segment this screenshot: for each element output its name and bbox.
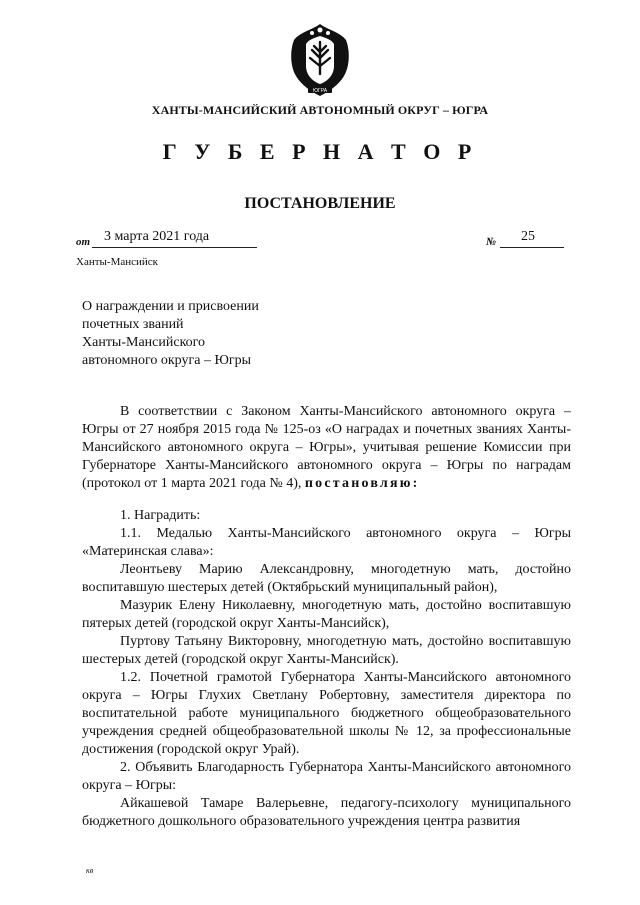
- number-label: №: [486, 236, 497, 248]
- date-underline: [92, 247, 257, 248]
- city-name: Ханты-Мансийск: [76, 256, 159, 268]
- resolve-word: постановляю:: [304, 476, 420, 491]
- body-paragraph: 1. Наградить:: [120, 508, 201, 523]
- body-paragraph: Айкашевой Тамаре Валерьевне, педагогу-психологу муниципального бюджетного дошкольного образовательного учреждения центра развития: [82, 796, 571, 829]
- preamble-paragraph: [82, 403, 571, 493]
- subject-line: О награждении и присвоении: [82, 299, 259, 314]
- emblem-ribbon-text: ЮГРА: [312, 88, 328, 94]
- subject-line: почетных званий: [82, 317, 184, 332]
- decree-body: [82, 403, 571, 831]
- decree-number: 25: [521, 229, 535, 244]
- footer-mark: кв: [86, 866, 94, 875]
- subject-line: Ханты-Мансийского: [82, 335, 206, 350]
- decree-subject: [82, 298, 259, 370]
- document-title: Г У Б Е Р Н А Т О Р: [162, 139, 478, 164]
- date-label: от: [76, 236, 91, 248]
- coat-of-arms-emblem: [288, 22, 352, 98]
- body-paragraph: 1.2. Почетной грамотой Губернатора Ханты-Мансийского автономного округа – Югры Глухих Светлану Робертовну, заместителя директора по воспитательной работе муниципального бюджетного общеобразовательного учреждения средней общеобразовательной школы № 12, за профессиональные достижения (городской округ Урай).: [82, 670, 571, 757]
- date-number-row: [76, 229, 576, 251]
- document-type: ПОСТАНОВЛЕНИЕ: [244, 195, 396, 212]
- number-underline: [500, 247, 564, 248]
- body-paragraph: Леонтьеву Марию Александровну, многодетную мать, достойно воспитавшую шестерых детей (Октябрьский муниципальный район),: [82, 562, 571, 595]
- body-paragraph: Пуртову Татьяну Викторовну, многодетную мать, достойно воспитавшую шестерых детей (городской округ Ханты-Мансийск).: [82, 634, 571, 667]
- body-paragraph: 2. Объявить Благодарность Губернатора Ханты-Мансийского автономного округа – Югры:: [82, 760, 571, 793]
- body-paragraph: 1.1. Медалью Ханты-Мансийского автономного округа – Югры «Материнская слава»:: [82, 526, 571, 559]
- body-paragraph: Мазурик Елену Николаевну, многодетную мать, достойно воспитавшую пятерых детей (городской округ Ханты-Мансийск),: [82, 598, 571, 631]
- preamble-text: В соответствии с Законом Ханты-Мансийского автономного округа – Югры от 27 ноября 2015 года № 125-оз «О наградах и почетных званиях Ханты-Мансийского автономного округа – Югры», учитывая решение Комиссии при Губернаторе Ханты-Мансийского автономного округа – Югры по наградам (протокол от 1 марта 2021 года № 4),: [82, 404, 571, 491]
- subject-line: автономного округа – Югры: [82, 353, 251, 368]
- decree-date: 3 марта 2021 года: [104, 229, 210, 244]
- region-name: ХАНТЫ-МАНСИЙСКИЙ АВТОНОМНЫЙ ОКРУГ – ЮГРА: [151, 103, 489, 117]
